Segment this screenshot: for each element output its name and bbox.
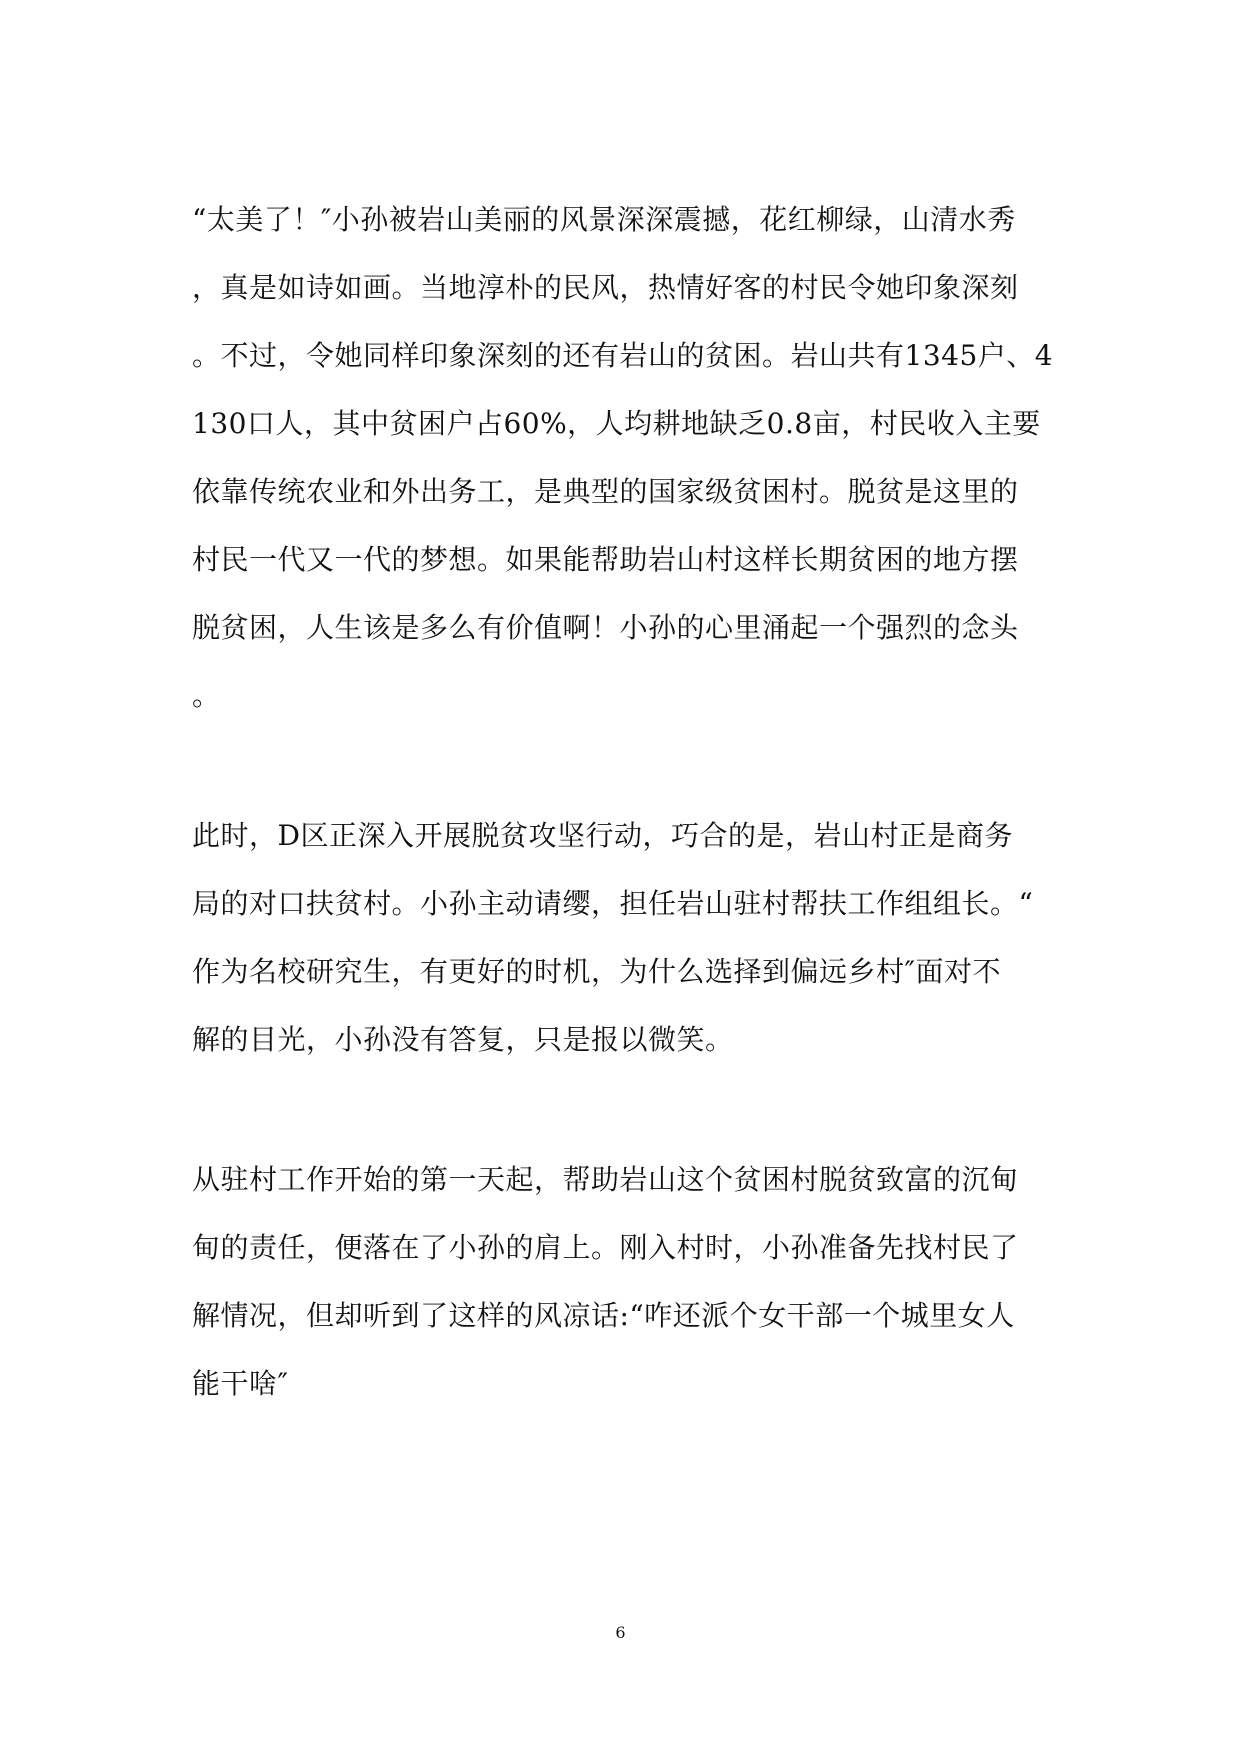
paragraph-1-line-1: “太美了！″小孙被岩山美丽的风景深深震撼，花红柳绿，山清水秀: [192, 203, 1016, 236]
paragraph-1-line-7: 脱贫困，人生该是多么有价值啊！小孙的心里涌起一个强烈的念头: [192, 611, 1019, 644]
paragraph-1-line-5: 依靠传统农业和外出务工，是典型的国家级贫困村。脱贫是这里的: [192, 475, 1019, 508]
paragraph-3-line-3: 解情况，但却听到了这样的风凉话:“咋还派个女干部一个城里女人: [192, 1299, 1015, 1332]
paragraph-1-line-3: 。不过，令她同样印象深刻的还有岩山的贫困。岩山共有1345户、4: [192, 339, 1054, 372]
paragraph-1-line-8: 。: [192, 679, 221, 712]
paragraph-1-line-6: 村民一代又一代的梦想。如果能帮助岩山村这样长期贫困的地方摆: [192, 543, 1019, 576]
page-number: 6: [615, 1623, 626, 1642]
paragraph-1-line-4: 130口人，其中贫困户占60%，人均耕地缺乏0.8亩，村民收入主要: [192, 407, 1041, 440]
paragraph-3-line-2: 甸的责任，便落在了小孙的肩上。刚入村时，小孙准备先找村民了: [192, 1231, 1019, 1264]
paragraph-3-line-4: 能干啥″: [192, 1367, 289, 1400]
paragraph-2-line-1: 此时，D区正深入开展脱贫攻坚行动，巧合的是，岩山村正是商务: [192, 819, 1013, 852]
paragraph-2-line-4: 解的目光，小孙没有答复，只是报以微笑。: [192, 1023, 734, 1056]
paragraph-2-line-3: 作为名校研究生，有更好的时机，为什么选择到偏远乡村″面对不: [192, 955, 1001, 988]
paragraph-1-line-2: ，真是如诗如画。当地淳朴的民风，热情好客的村民令她印象深刻: [192, 271, 1019, 304]
paragraph-3-line-1: 从驻村工作开始的第一天起，帮助岩山这个贫困村脱贫致富的沉甸: [192, 1163, 1019, 1196]
paragraph-2-line-2: 局的对口扶贫村。小孙主动请缨，担任岩山驻村帮扶工作组组长。“: [192, 887, 1034, 920]
